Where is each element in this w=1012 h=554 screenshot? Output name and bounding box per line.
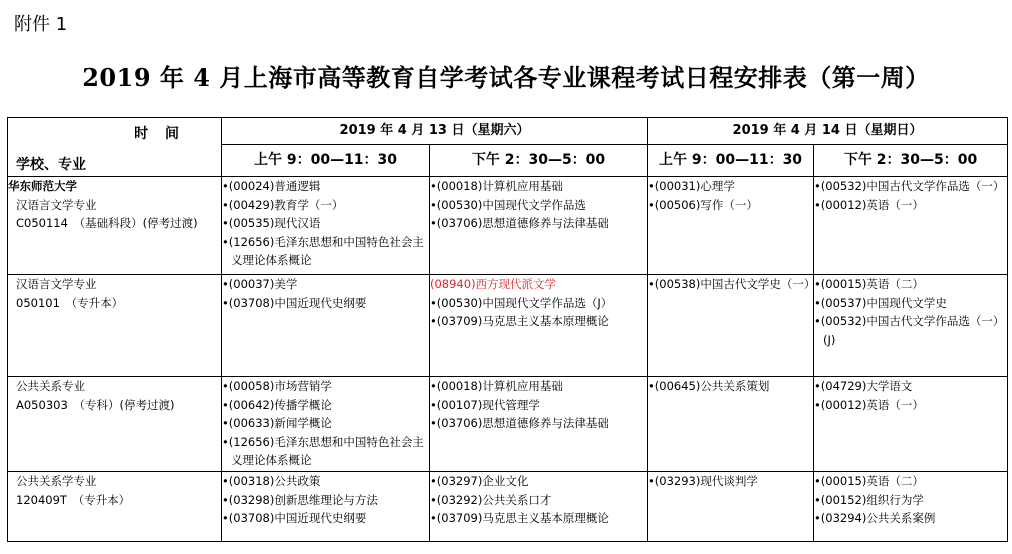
course-item: •(03706)思想道德修养与法律基础 — [430, 416, 609, 430]
slot-header-sun-am: 上午 9：00—11：30 — [648, 145, 814, 177]
school-major-header: 学校、专业 — [16, 157, 86, 173]
course-item: •(00538)中国古代文学史（一） — [648, 277, 816, 291]
course-item: •(00015)英语（二） — [814, 474, 924, 488]
school-cell — [8, 377, 222, 472]
course-item: •(00530)中国现代文学作品选 — [430, 197, 586, 212]
courses-sat-am — [222, 472, 430, 542]
courses-sun-pm — [814, 177, 1008, 275]
course-item: •(00037)美学 — [222, 277, 298, 291]
course-item: •(00633)新闻学概论 — [222, 416, 332, 430]
school-cell — [8, 275, 222, 377]
course-item: •(00024)普通逻辑 — [222, 179, 321, 193]
date-header-sunday: 2019 年 4 月 14 日（星期日） — [648, 118, 1008, 145]
school-cell — [8, 177, 222, 275]
table-row — [8, 177, 1008, 275]
major-name: 公共关系学专业 — [16, 474, 97, 488]
schedule-table — [7, 117, 1008, 542]
courses-sun-pm — [814, 472, 1008, 542]
page-title: 2019 年 4 月上海市高等教育自学考试各专业课程考试日程安排表（第一周） — [82, 63, 930, 92]
major-code: A050303 （专科）(停考过渡) — [16, 397, 175, 412]
course-item: •(00645)公共关系策划 — [648, 379, 770, 393]
major-code: C050114 （基础科段）(停考过渡) — [16, 216, 198, 230]
course-item: •(00532)中国古代文学作品选（一）(J) — [814, 314, 1005, 347]
course-item: •(00018)计算机应用基础 — [430, 179, 563, 193]
course-item: •(00537)中国现代文学史 — [814, 295, 947, 310]
courses-sat-pm — [430, 275, 648, 377]
courses-sun-pm — [814, 275, 1008, 377]
courses-sun-am — [648, 377, 814, 472]
course-item: •(03708)中国近现代史纲要 — [222, 511, 367, 525]
course-item: •(12656)毛泽东思想和中国特色社会主义理论体系概论 — [222, 434, 424, 467]
course-item: •(00532)中国古代文学作品选（一） — [814, 179, 1005, 193]
course-item: •(03292)公共关系口才 — [430, 492, 552, 507]
course-item: •(00535)现代汉语 — [222, 216, 321, 230]
courses-sat-am — [222, 275, 430, 377]
course-item: •(00107)现代管理学 — [430, 397, 540, 412]
courses-sat-pm — [430, 177, 648, 275]
course-item: •(03706)思想道德修养与法律基础 — [430, 216, 609, 230]
courses-sat-am — [222, 177, 430, 275]
attachment-label: 附件 1 — [14, 14, 68, 35]
course-item: •(00506)写作（一） — [648, 197, 758, 212]
table-row — [8, 472, 1008, 542]
course-item: •(00012)英语（一） — [814, 397, 924, 412]
school-cell — [8, 472, 222, 542]
course-item: •(04729)大学语文 — [814, 379, 913, 393]
course-item: •(03709)马克思主义基本原理概论 — [430, 511, 609, 525]
course-item-highlighted: (08940)西方现代派文学 — [430, 277, 557, 291]
course-item: •(00012)英语（一） — [814, 197, 924, 212]
university-name: 华东师范大学 — [8, 179, 77, 193]
course-item: •(00018)计算机应用基础 — [430, 379, 563, 393]
course-item: •(00058)市场营销学 — [222, 379, 332, 393]
courses-sat-pm — [430, 472, 648, 542]
course-item: •(00152)组织行为学 — [814, 492, 924, 507]
course-item: •(00530)中国现代文学作品选（J） — [430, 295, 613, 310]
course-item: •(00015)英语（二） — [814, 277, 924, 291]
table-row — [8, 377, 1008, 472]
course-item: •(00031)心理学 — [648, 179, 735, 193]
courses-sat-pm — [430, 377, 648, 472]
course-item: •(00318)公共政策 — [222, 474, 321, 488]
major-name: 汉语言文学专业 — [16, 197, 97, 212]
major-name: 公共关系专业 — [16, 379, 85, 393]
course-item: •(03297)企业文化 — [430, 474, 529, 488]
slot-header-sat-am: 上午 9：00—11：30 — [222, 145, 430, 177]
table-row — [8, 275, 1008, 377]
course-item: •(03293)现代谈判学 — [648, 474, 758, 488]
course-item: •(03298)创新思维理论与方法 — [222, 492, 378, 507]
slot-header-sun-pm: 下午 2：30—5：00 — [814, 145, 1008, 177]
major-code: 050101 （专升本） — [16, 295, 124, 310]
course-item: •(03709)马克思主义基本原理概论 — [430, 314, 609, 328]
slot-header-sat-pm: 下午 2：30—5：00 — [430, 145, 648, 177]
course-item: •(00429)教育学（一） — [222, 197, 344, 212]
course-item: •(00642)传播学概论 — [222, 397, 332, 412]
header-corner — [8, 118, 222, 177]
date-header-saturday: 2019 年 4 月 13 日（星期六） — [222, 118, 648, 145]
course-item: •(03294)公共关系案例 — [814, 511, 936, 525]
courses-sat-am — [222, 377, 430, 472]
major-name: 汉语言文学专业 — [16, 277, 97, 291]
course-item: •(12656)毛泽东思想和中国特色社会主义理论体系概论 — [222, 234, 424, 267]
major-code: 120409T （专升本） — [16, 492, 131, 507]
courses-sun-am — [648, 472, 814, 542]
courses-sun-am — [648, 275, 814, 377]
courses-sun-pm — [814, 377, 1008, 472]
time-header: 时 间 — [134, 126, 185, 142]
courses-sun-am — [648, 177, 814, 275]
course-item: •(03708)中国近现代史纲要 — [222, 295, 367, 310]
